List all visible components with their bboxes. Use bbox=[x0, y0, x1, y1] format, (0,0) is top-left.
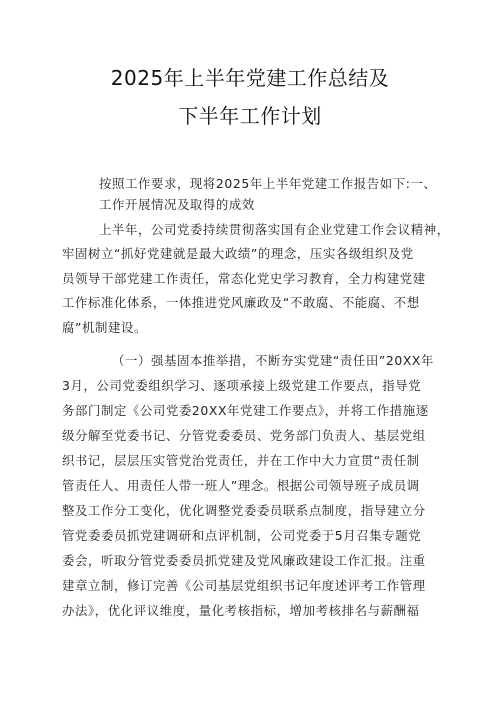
body-line: 级分解至党委书记、分管党委委员、党务部门负责人、基层党组 bbox=[62, 428, 426, 443]
body-line: 务部门制定《公司党委20XX年党建工作要点》，并将工作措施逐 bbox=[62, 403, 429, 418]
document-title-line-2: 下半年工作计划 bbox=[178, 104, 322, 128]
body-line: 织书记，层层压实管党治党责任，并在工作中大力宣贯“责任制 bbox=[62, 453, 420, 468]
body-line: 工作标准化体系，一体推进党风廉政及“不敢腐、不能腐、不想 bbox=[62, 295, 420, 310]
body-line: 按照工作要求，现将2025年上半年党建工作报告如下:一、 bbox=[99, 176, 437, 191]
body-line: 工作开展情况及取得的成效 bbox=[99, 197, 255, 212]
body-line: 3月，公司党委组织学习、逐项承接上级党建工作要点，指导党 bbox=[62, 378, 422, 393]
body-line: 牢固树立“抓好党建就是最大政绩”的理念，压实各级组织及党 bbox=[62, 246, 414, 261]
body-line: 管党委委员抓党建调研和点评机制，公司党委于5月召集专题党 bbox=[62, 528, 422, 543]
body-line: 整及工作分工变化，优化调整党委委员联系点制度，指导建立分 bbox=[62, 503, 426, 518]
body-line: 建章立制，修订完善《公司基层党组织书记年度述评考工作管理 bbox=[62, 578, 426, 593]
body-line: 腐”机制建设。 bbox=[62, 320, 147, 335]
document-title-line-1: 2025年上半年党建工作总结及 bbox=[110, 66, 390, 90]
body-line: （一）强基固本推举措，不断夯实党建“责任田”20XX年 bbox=[112, 353, 434, 368]
body-line: 委会，听取分管党委委员抓党建及党风廉政建设工作汇报。注重 bbox=[62, 553, 426, 568]
body-line: 员领导干部党建工作责任，常态化党史学习教育，全力构建党建 bbox=[62, 271, 426, 286]
body-line: 办法》，优化评议维度，量化考核指标，增加考核排名与薪酬福 bbox=[62, 603, 420, 618]
body-line: 上半年，公司党委持续贯彻落实国有企业党建工作会议精神， bbox=[99, 222, 450, 237]
body-line: 管责任人、用责任人带一班人”理念。根据公司领导班子成员调 bbox=[62, 478, 420, 493]
